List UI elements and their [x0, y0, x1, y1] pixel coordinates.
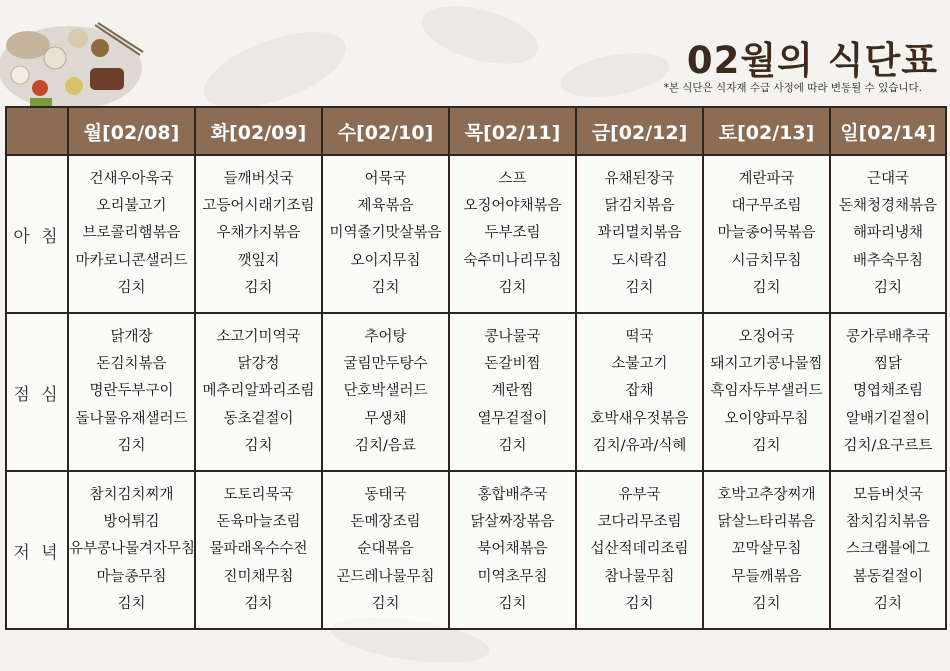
- dish-item: 닭강정: [237, 356, 280, 373]
- dish-item: 꼬막살무침: [731, 541, 802, 558]
- menu-cell: [195, 313, 322, 471]
- dish-item: 김치: [244, 595, 273, 612]
- dish-item: 돈메장조림: [350, 514, 421, 531]
- dish-item: 소불고기: [611, 356, 668, 373]
- dish-item: 김치: [498, 595, 527, 612]
- dish-item: 김치: [752, 595, 781, 612]
- dish-item: 오징어야채볶음: [463, 198, 562, 215]
- dish-item: 대구무조림: [731, 198, 802, 215]
- day-header: 목[02/11]: [449, 107, 576, 155]
- dish-item: 잡채: [625, 383, 654, 400]
- day-header: 수[02/10]: [322, 107, 449, 155]
- dish-item: 우채가지볶음: [216, 225, 301, 242]
- dish-item: 열무겉절이: [477, 410, 548, 427]
- day-header: 토[02/13]: [703, 107, 830, 155]
- dish-item: 명엽채조림: [852, 383, 924, 400]
- menu-cell: [449, 471, 576, 629]
- meal-label: 점 심: [6, 313, 68, 471]
- dish-item: 봄동겉절이: [852, 568, 924, 585]
- dish-item: 닭김치볶음: [604, 198, 675, 215]
- day-header: 금[02/12]: [576, 107, 703, 155]
- dish-item: 스크램블에그: [845, 541, 931, 558]
- dish-item: 추어탕: [364, 328, 407, 345]
- dish-item: 콩나물국: [484, 328, 541, 345]
- meal-row: [6, 155, 946, 313]
- day-header: 월[02/08]: [68, 107, 195, 155]
- menu-cell: [68, 155, 195, 313]
- background-leaf: [557, 46, 672, 104]
- dish-item: 순대볶음: [357, 541, 414, 558]
- dish-item: 배추숙무침: [852, 252, 924, 269]
- dish-item: 돈김치볶음: [96, 356, 167, 373]
- dish-item: 마늘종어묵볶음: [717, 225, 816, 242]
- menu-cell: [322, 155, 449, 313]
- dish-item: 오이지무침: [350, 252, 421, 269]
- dish-item: 김치/요구르트: [843, 437, 933, 454]
- dish-item: 김치: [873, 279, 902, 296]
- dish-item: 도시락김: [611, 252, 668, 269]
- background-leaf: [416, 0, 545, 75]
- meal-row: [6, 313, 946, 471]
- menu-cell: [322, 313, 449, 471]
- dish-item: 참치김치찌개: [89, 486, 174, 503]
- menu-cell: [576, 155, 703, 313]
- dish-item: 유부콩나물겨자무침: [69, 541, 196, 558]
- dish-item: 홍합배추국: [477, 486, 548, 503]
- dish-item: 닭개장: [110, 328, 153, 345]
- dish-item: 무생채: [364, 410, 407, 427]
- dish-item: 물파래옥수수전: [209, 541, 308, 558]
- dish-item: 김치: [498, 279, 527, 296]
- header-row: [6, 107, 946, 155]
- dish-item: 시금치무침: [731, 252, 802, 269]
- dish-item: 닭살짜장볶음: [470, 514, 555, 531]
- dish-item: 도토리묵국: [223, 486, 294, 503]
- dish-item: 꽈리멸치볶음: [597, 225, 682, 242]
- menu-cell: [830, 313, 946, 471]
- dish-item: 김치: [873, 595, 902, 612]
- dish-item: 동태국: [364, 486, 407, 503]
- dish-item: 김치: [244, 437, 273, 454]
- dish-item: 김치: [117, 595, 146, 612]
- meal-label: 아 침: [6, 155, 68, 313]
- dish-item: 마늘종무침: [96, 568, 167, 585]
- dish-item: 곤드레나물무침: [336, 568, 435, 585]
- menu-cell: [195, 155, 322, 313]
- dish-item: 김치/음료: [355, 437, 416, 454]
- dish-item: 김치: [371, 279, 400, 296]
- dish-item: 미역초무침: [477, 568, 548, 585]
- dish-item: 콩가루배추국: [845, 328, 931, 345]
- meal-rows: [6, 155, 946, 629]
- corner-cell: [6, 107, 68, 155]
- menu-cell: [449, 155, 576, 313]
- menu-cell: [576, 471, 703, 629]
- dish-item: 스프: [498, 170, 527, 187]
- dish-item: 명란두부구이: [89, 383, 174, 400]
- dish-item: 닭살느타리볶음: [717, 514, 816, 531]
- dish-item: 동초겉절이: [223, 410, 294, 427]
- menu-cell: [703, 155, 830, 313]
- dish-item: 깻잎지: [237, 252, 280, 269]
- dish-item: 김치: [117, 279, 146, 296]
- menu-cell: [576, 313, 703, 471]
- dish-item: 코다리무조림: [597, 514, 682, 531]
- dish-item: 유부국: [618, 486, 661, 503]
- dish-item: 김치: [244, 279, 273, 296]
- menu-cell: [830, 155, 946, 313]
- dish-item: 진미채무침: [223, 568, 294, 585]
- dish-item: 두부조림: [484, 225, 541, 242]
- dish-item: 김치: [625, 595, 654, 612]
- dish-item: 돼지고기콩나물찜: [710, 356, 823, 373]
- dish-item: 모듬버섯국: [852, 486, 924, 503]
- dish-item: 섭산적데리조림: [590, 541, 689, 558]
- day-header: 일[02/14]: [830, 107, 946, 155]
- dish-item: 김치: [371, 595, 400, 612]
- menu-cell: [830, 471, 946, 629]
- dish-item: 계란파국: [738, 170, 795, 187]
- dish-item: 숙주미나리무침: [463, 252, 562, 269]
- dish-item: 유채된장국: [604, 170, 675, 187]
- dish-item: 북어채볶음: [477, 541, 548, 558]
- dish-item: 메추리알꽈리조림: [202, 383, 315, 400]
- dish-item: 흑임자두부샐러드: [710, 383, 823, 400]
- dish-item: 오이양파무침: [724, 410, 809, 427]
- dish-item: 김치: [752, 279, 781, 296]
- dish-item: 고등어시래기조림: [202, 198, 315, 215]
- dish-item: 계란찜: [491, 383, 534, 400]
- dish-item: 호박새우젓볶음: [590, 410, 689, 427]
- dish-item: 돌나물유재샐러드: [75, 410, 188, 427]
- dish-item: 찜닭: [873, 356, 902, 373]
- dish-item: 근대국: [866, 170, 910, 187]
- menu-cell: [449, 313, 576, 471]
- day-header: 화[02/09]: [195, 107, 322, 155]
- dish-item: 무들깨볶음: [731, 568, 802, 585]
- menu-cell: [703, 471, 830, 629]
- dish-item: 돈육마늘조림: [216, 514, 301, 531]
- dish-item: 단호박샐러드: [343, 383, 428, 400]
- dish-item: 방어튀김: [103, 514, 160, 531]
- dish-item: 김치: [625, 279, 654, 296]
- dish-item: 참치김치볶음: [845, 514, 931, 531]
- menu-cell: [322, 471, 449, 629]
- dish-item: 오리불고기: [96, 198, 167, 215]
- dish-item: 김치: [117, 437, 146, 454]
- dish-item: 제육볶음: [357, 198, 414, 215]
- dish-item: 마카로니콘샐러드: [75, 252, 188, 269]
- menu-cell: [703, 313, 830, 471]
- meal-row: [6, 471, 946, 629]
- food-photo: [0, 20, 150, 108]
- page-title: 02월의 식단표: [686, 39, 938, 82]
- dish-item: 김치: [752, 437, 781, 454]
- dish-item: 돈갈비찜: [484, 356, 541, 373]
- menu-cell: [68, 313, 195, 471]
- dish-item: 김치: [498, 437, 527, 454]
- meal-plan-table: [5, 106, 947, 630]
- dish-item: 호박고추장찌개: [717, 486, 816, 503]
- dish-item: 참나물무침: [604, 568, 675, 585]
- dish-item: 오징어국: [738, 328, 795, 345]
- dish-item: 어묵국: [364, 170, 407, 187]
- meal-label: 저 녁: [6, 471, 68, 629]
- dish-item: 떡국: [625, 328, 654, 345]
- dish-item: 미역줄기맛살볶음: [329, 225, 442, 242]
- dish-item: 건새우아욱국: [89, 170, 174, 187]
- dish-item: 소고기미역국: [216, 328, 301, 345]
- menu-cell: [68, 471, 195, 629]
- dish-item: 알배기겉절이: [845, 410, 931, 427]
- dish-item: 김치/유과/식혜: [592, 437, 687, 454]
- menu-cell: [195, 471, 322, 629]
- dish-item: 브로콜리햄볶음: [82, 225, 181, 242]
- dish-item: 돈채청경채볶음: [838, 198, 938, 215]
- dish-item: 굴림만두탕수: [343, 356, 428, 373]
- dish-item: 해파리냉채: [852, 225, 924, 242]
- notice-text: *본 식단은 식자재 수급 사정에 따라 변동될 수 있습니다.: [663, 82, 922, 94]
- dish-item: 들깨버섯국: [223, 170, 294, 187]
